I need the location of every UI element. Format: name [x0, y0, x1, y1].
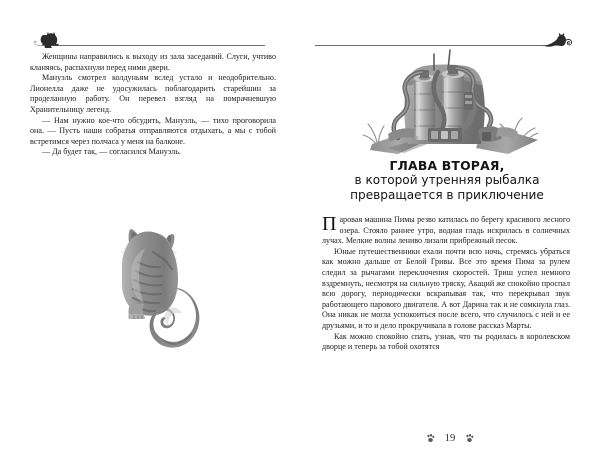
- paragraph: Мануэль смотрел колдуньям вслед устало и неодобрительно. Лионелла даже не удосужилась поблагодарить старейшин за проделанную работу. Он перевел взгляд на помрачневшую Хранительницу легенд.: [30, 73, 276, 114]
- paragraph: Как можно спокойно спать, узнав, что ты родилась в королевском дворце и теперь за тобой охотятся: [322, 331, 570, 352]
- right-page-body-text: [322, 215, 570, 353]
- paw-print-icon: [426, 434, 435, 443]
- right-page: [300, 0, 600, 466]
- paragraph-with-dropcap: [322, 215, 570, 247]
- drop-cap: П: [322, 213, 337, 235]
- paragraph: — Да будет так, — согласился Мануэль.: [42, 147, 181, 157]
- chapter-title-line-3: превращается в приключение: [350, 187, 544, 202]
- page-number: 19: [444, 433, 456, 444]
- paragraph: Юные путешественники ехали почти всю ночь, стремясь убраться как можно дальше от Белой Гривы. Все это время Пима за рулем следил за рычагами переключения скоростей. Триш успел немного вздремнуть, несмотря на сильную тряску, Акаций же спокойно проспал всю дорогу, периодически вскрапывая так, что перекрывал звук работающего парового двигателя. А вот Дарина так и не сомкнула глаз. Она никак не могла успокоиться после всего, что случилось с ней и ее друзьями, и то и дело прокручивала в голове рассказ Марты.: [322, 246, 570, 330]
- paragraph-text: аровая машина Пимы резво катилась по берегу красивого лесного озера. Стояло раннее утро, водная гладь искрилась в солнечных лучах. Мелкие волны лениво лизали прибрежный песок.: [322, 215, 570, 246]
- left-page-body-text: [30, 52, 276, 158]
- paw-print-icon: [465, 434, 474, 443]
- grey-tabby-cat-illustration: [96, 222, 224, 358]
- chapter-title-line-2: в которой утренняя рыбалка: [354, 173, 540, 187]
- header-rule: [315, 45, 548, 46]
- folio: [300, 433, 600, 444]
- paragraph: — Нам нужно кое-что обсудить, Мануэль, — тихо проговорила она. — Пусть наши собратья отправляются отдыхать, а мы с тобой встретимся через полчаса у меня на балконе.: [30, 115, 276, 146]
- chapter-title: [312, 158, 582, 202]
- paragraph: Женщины направились к выходу из зала заседаний. Слуги, учтиво кланяясь, распахнули перед ними двери.: [30, 52, 276, 72]
- header-rule: [48, 45, 265, 46]
- chapter-title-line-1: ГЛАВА ВТОРАЯ,: [389, 158, 505, 173]
- steam-backpack-illustration: [352, 48, 548, 158]
